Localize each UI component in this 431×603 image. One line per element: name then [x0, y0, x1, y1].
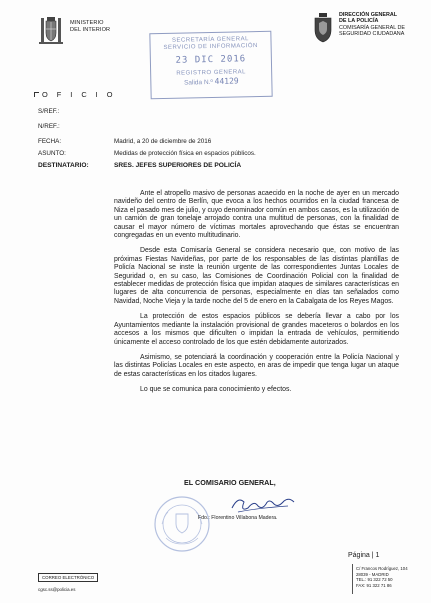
signer-name: Fdo.: Florentino Villabona Madera.: [198, 515, 278, 521]
dg-line-3: COMISARÍA GENERAL DE: [339, 24, 406, 31]
signer-title: EL COMISARIO GENERAL,: [184, 478, 276, 487]
handwritten-signature: [228, 490, 298, 518]
email-address: cgsc.ss@policia.es: [38, 587, 76, 592]
oficio-title: OFICIO: [42, 90, 122, 99]
stamp-entry: [151, 76, 271, 88]
stamp-entry-number: 44129: [214, 76, 239, 86]
destinatario-value: SRES. JEFES SUPERIORES DE POLICÍA: [114, 162, 242, 169]
address-line-1: C/ Francos Rodríguez, 104: [356, 566, 408, 571]
nref-label: N/REF.:: [38, 123, 60, 130]
footer-contact: [38, 566, 98, 592]
address-line-3: TEL.: 91 322 72 50: [356, 577, 393, 583]
stamp-date: 23 DIC 2016: [175, 54, 247, 66]
oficio-corner-mark: [34, 92, 39, 97]
address-line-4: FAX: 91 322 71 86: [356, 582, 392, 588]
footer-divider: [352, 564, 353, 594]
dg-line-1: DIRECCIÓN GENERAL: [339, 12, 398, 18]
destinatario-label: DESTINATARIO:: [38, 162, 89, 169]
stamp-line-1: SECRETARÍA GENERAL: [171, 36, 249, 44]
paragraph-1: Ante el atropello masivo de personas acaecido en la noche de ayer en un mercado navideño del centro de Berlín, que evoca a los hechos ocurridos en la ciudad francesa de Niza el pasado mes de julio, y cuyo denominador común en ambos casos, es la utilización de un camión de gran tonelaje arrojado contra una multitud de personas, con la finalidad de causar el mayor número de víctimas mortales aprovechando que éstas se encuentran congregadas en un evento multitudinario.: [114, 190, 399, 240]
paragraph-2: Desde esta Comisaría General se considera necesario que, con motivo de las próximas Fiestas Navideñas, por parte de los responsables de las distintas plantillas de Policía Nacional se inste la reunión urgente de las correspondientes Juntas Locales de Seguridad o, en su caso, las Comisiones de Coordinación Policial con la finalidad de establecer medidas de protección física que impidan ataques de similares características en lugares de alta concurrencia de personas, especialmente en días tan señalados como Navidad, Noche Vieja y la tarde noche del 5 de enero en la Cabalgata de los Reyes Magos.: [114, 247, 399, 305]
ministry-header: [38, 14, 110, 48]
paragraph-3: La protección de estos espacios públicos se debería llevar a cabo por los Ayuntamientos mediante la instalación provisional de grandes maceteros o bolardos en los accesos a los mismos que dificulten o impidan la entrada de vehículos, permitiendo únicamente el acceso controlado de los que estén debidamente autorizados.: [114, 313, 399, 346]
ministry-line-2: DEL INTERIOR: [70, 27, 111, 33]
stamp-line-2: SERVICIO DE INFORMACIÓN: [163, 43, 258, 51]
official-seal-icon: [152, 494, 212, 554]
ministry-line-1: MINISTERIO: [70, 20, 104, 26]
police-header: [312, 12, 405, 44]
email-label: CORREO ELECTRÓNICO: [38, 573, 98, 582]
police-badge-icon: [312, 12, 334, 44]
dg-line-2: DE LA POLICÍA: [339, 18, 379, 25]
stamp-line-4: REGISTRO GENERAL: [176, 69, 247, 77]
paragraph-4: Asimismo, se potenciará la coordinación y cooperación entre la Policía Nacional y las distintas Policías Locales en este aspecto, en aras de impedir que tenga lugar un ataque de estas características en los citados lugares.: [114, 353, 399, 378]
fecha-value: Madrid, a 20 de diciembre de 2016: [114, 138, 212, 145]
paragraph-5: Lo que se comunica para conocimiento y efectos.: [140, 386, 292, 394]
dg-line-4: SEGURIDAD CIUDADANA: [339, 31, 405, 38]
page-number: Página | 1: [348, 552, 380, 559]
stamp-entry-label: Salida N.º: [183, 78, 213, 87]
asunto-value: Medidas de protección física en espacios públicos.: [114, 150, 256, 157]
postal-address: [356, 566, 408, 588]
address-line-2: 28039 - MADRID: [356, 571, 389, 577]
letter-body: [114, 190, 399, 402]
registry-stamp: [149, 31, 272, 100]
asunto-label: ASUNTO:: [38, 150, 66, 157]
fecha-label: FECHA:: [38, 138, 62, 145]
sref-label: S/REF.:: [38, 108, 60, 115]
coat-of-arms-icon: [38, 14, 64, 48]
